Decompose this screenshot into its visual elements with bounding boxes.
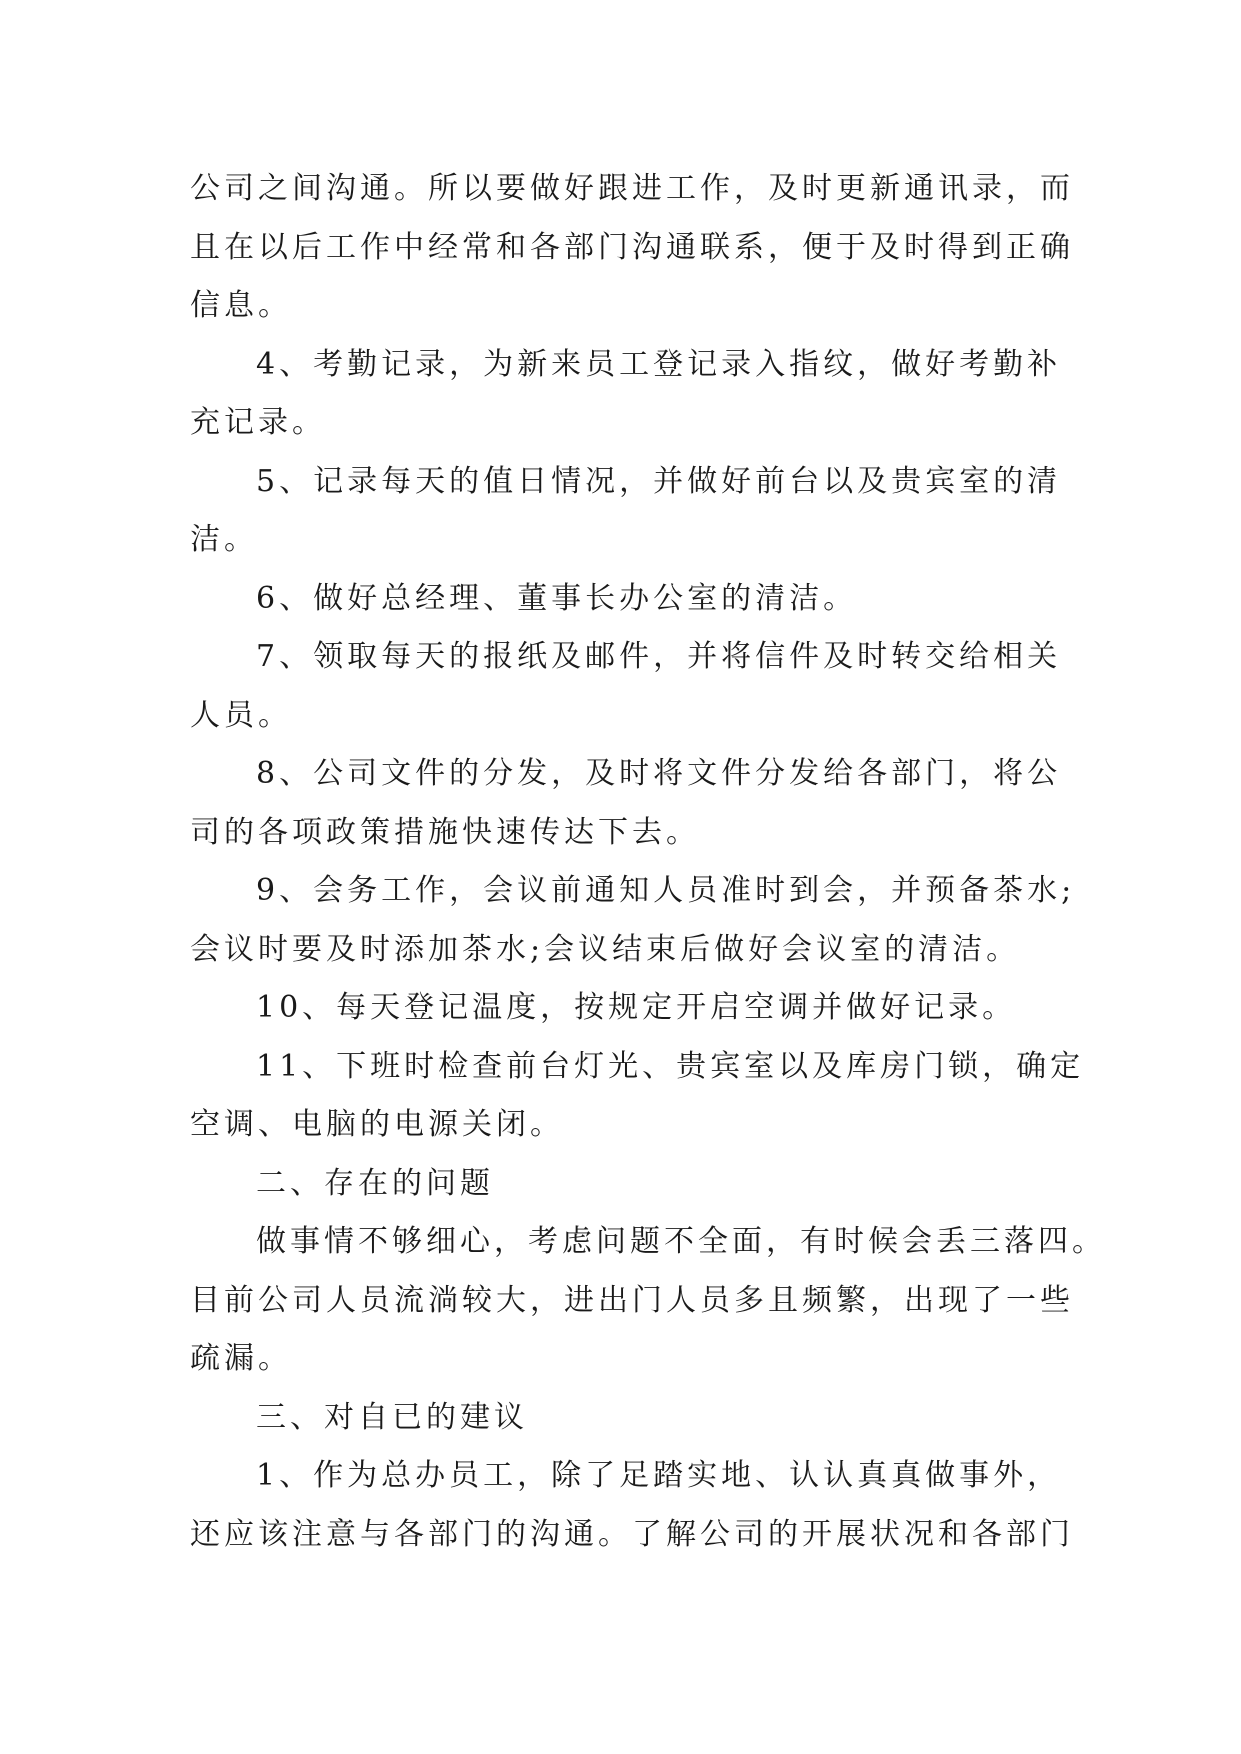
list-item-6: 6、做好总经理、董事长办公室的清洁。	[256, 580, 858, 616]
text-line: 且在以后工作中经常和各部门沟通联系，便于及时得到正确	[190, 229, 1074, 265]
list-item-1: 1、作为总办员工，除了足踏实地、认认真真做事外，	[256, 1458, 1062, 1493]
text-line: 公司之间沟通。所以要做好跟进工作，及时更新通讯录，而	[190, 171, 1074, 206]
list-item-11: 11、下班时检查前台灯光、贵宾室以及库房门锁，确定	[256, 1048, 1085, 1084]
text-line: 信息。	[190, 288, 292, 323]
list-item-8: 8、公司文件的分发，及时将文件分发给各部门，将公	[256, 756, 1062, 791]
list-item-5: 5、记录每天的值日情况，并做好前台以及贵宾室的清	[256, 463, 1062, 499]
section-heading-problems: 二、存在的问题	[256, 1165, 494, 1201]
text-line: 目前公司人员流淌较大，进出门人员多且频繁，出现了一些	[190, 1282, 1074, 1318]
text-line: 空调、电脑的电源关闭。	[190, 1107, 564, 1142]
section-heading-suggestions: 三、对自已的建议	[256, 1399, 528, 1435]
list-item-4: 4、考勤记录，为新来员工登记录入指纹，做好考勤补	[256, 346, 1062, 382]
text-line: 人员。	[190, 697, 292, 733]
text-line: 洁。	[190, 522, 258, 557]
text-line: 疏漏。	[190, 1341, 292, 1376]
list-item-10: 10、每天登记温度，按规定开启空调并做好记录。	[256, 990, 1017, 1025]
list-item-7: 7、领取每天的报纸及邮件，并将信件及时转交给相关	[256, 639, 1062, 674]
text-line: 还应该注意与各部门的沟通。了解公司的开展状况和各部门	[190, 1516, 1074, 1552]
paragraph-line: 做事情不够细心，考虑问题不全面，有时候会丢三落四。	[256, 1224, 1106, 1259]
text-line: 司的各项政策措施快速传达下去。	[190, 814, 700, 850]
text-line: 会议时要及时添加茶水;会议结束后做好会议室的清洁。	[190, 931, 1021, 967]
list-item-9: 9、会务工作，会议前通知人员准时到会，并预备茶水;	[256, 873, 1076, 908]
document-body	[190, 160, 1106, 1564]
text-line: 充记录。	[190, 405, 326, 440]
